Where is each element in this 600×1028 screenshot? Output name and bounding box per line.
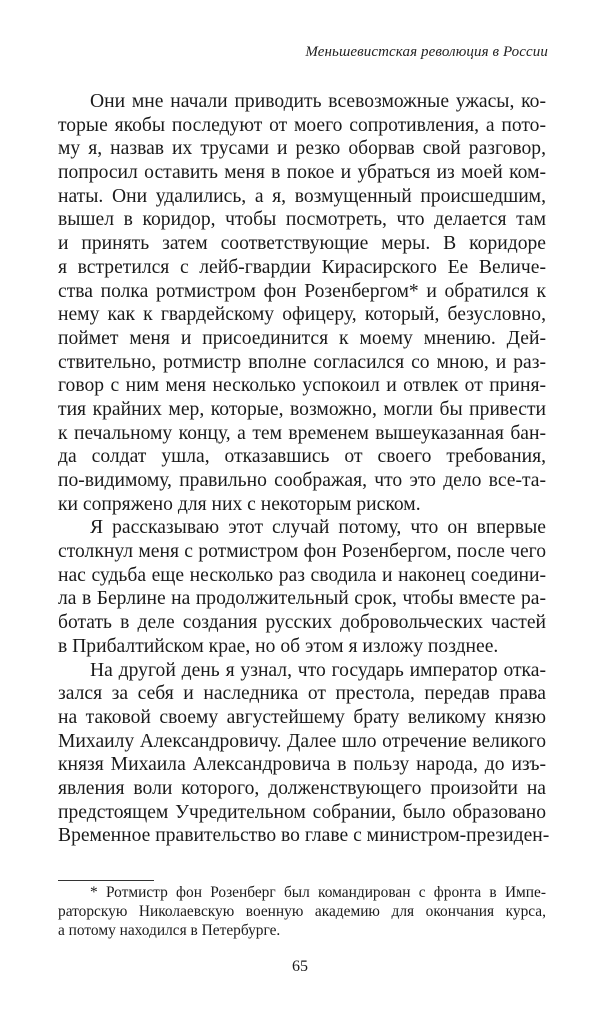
- text-line: да солдат ушла, отказавшись от своего требования,: [58, 446, 546, 468]
- footnote-divider: [58, 880, 154, 881]
- running-head: Меньшевистская революция в России: [305, 44, 548, 60]
- text-line: Они мне начали приводить всевозможные ужасы, ко-: [90, 91, 546, 112]
- text-line: предстоящем Учредительном собрании, было образовано: [58, 801, 546, 823]
- text-line: ства полка ротмистром фон Розенбергом* и обратился к: [58, 280, 546, 302]
- text-line: на таковой своему августейшему брату великому князю: [58, 706, 546, 728]
- text-line: наты. Они удалились, а я, возмущенный происшедшим,: [58, 185, 546, 207]
- text-line: зался за себя и наследника от престола, передав права: [58, 683, 546, 705]
- text-line: в Прибалтийском крае, но об этом я изложу позднее.: [58, 635, 499, 657]
- text-line: к печальному концу, а тем временем вышеуказанная бан-: [58, 422, 546, 444]
- text-line: вышел в коридор, чтобы посмотреть, что делается там: [58, 209, 546, 231]
- text-line: столкнул меня с ротмистром фон Розенбергом, после чего: [58, 541, 546, 563]
- text-line: На другой день я узнал, что государь император отка-: [90, 659, 546, 681]
- text-line: по-видимому, правильно соображая, что это дело все-та-: [58, 470, 546, 491]
- text-line: ботать в деле создания русских добровольческих частей: [58, 612, 546, 634]
- text-line: Я рассказываю этот случай потому, что он впервые: [90, 517, 546, 539]
- footnote-line: а потому находился в Петербурге.: [58, 922, 281, 939]
- paragraph-1: [58, 90, 546, 516]
- footnote-line: раторскую Николаевскую военную академию для окончания курса,: [58, 903, 546, 920]
- text-line: ствительно, ротмистр вполне согласился со мною, и раз-: [58, 351, 546, 373]
- body-text: [58, 90, 550, 848]
- text-line: и принять затем соответствующие меры. В коридоре: [58, 233, 546, 255]
- text-line: торые якобы последуют от моего сопротивления, а пото-: [58, 114, 546, 136]
- footnote-line: * Ротмистр фон Розенберг был командирован с фронта в Импе-: [90, 884, 546, 901]
- page-number: 65: [292, 958, 308, 975]
- text-line: тия крайних мер, которые, возможно, могли бы привести: [58, 398, 546, 420]
- text-line: ки сопряжено для них с некоторым риском.: [58, 493, 421, 515]
- paragraph-2: [58, 516, 546, 658]
- text-line: говор с ним меня несколько успокоил и отвлек от приня-: [58, 375, 546, 397]
- footnote: [58, 883, 546, 940]
- text-line: Временное правительство во главе с министром-президен-: [58, 825, 550, 847]
- text-line: нас судьба еще несколько раз сводила и наконец соедини-: [58, 564, 546, 586]
- text-line: Михаилу Александровичу. Далее шло отречение великого: [58, 730, 546, 752]
- text-line: явления воли которого, долженствующего произойти на: [58, 777, 546, 799]
- text-line: попросил оставить меня в покое и убраться из моей ком-: [58, 162, 546, 184]
- text-line: я встретился с лейб-гвардии Кирасирского Ее Величе-: [58, 256, 546, 278]
- paragraph-3: [58, 659, 550, 849]
- text-line: му я, назвав их трусами и резко оборвав свой разговор,: [58, 138, 546, 160]
- text-line: нему как к гвардейскому офицеру, который, безусловно,: [58, 304, 546, 326]
- text-line: ла в Берлине на продолжительный срок, чтобы вместе ра-: [58, 588, 546, 610]
- text-line: князя Михаила Александровича в пользу народа, до изъ-: [58, 754, 546, 776]
- text-line: поймет меня и присоединится к моему мнению. Дей-: [58, 327, 546, 349]
